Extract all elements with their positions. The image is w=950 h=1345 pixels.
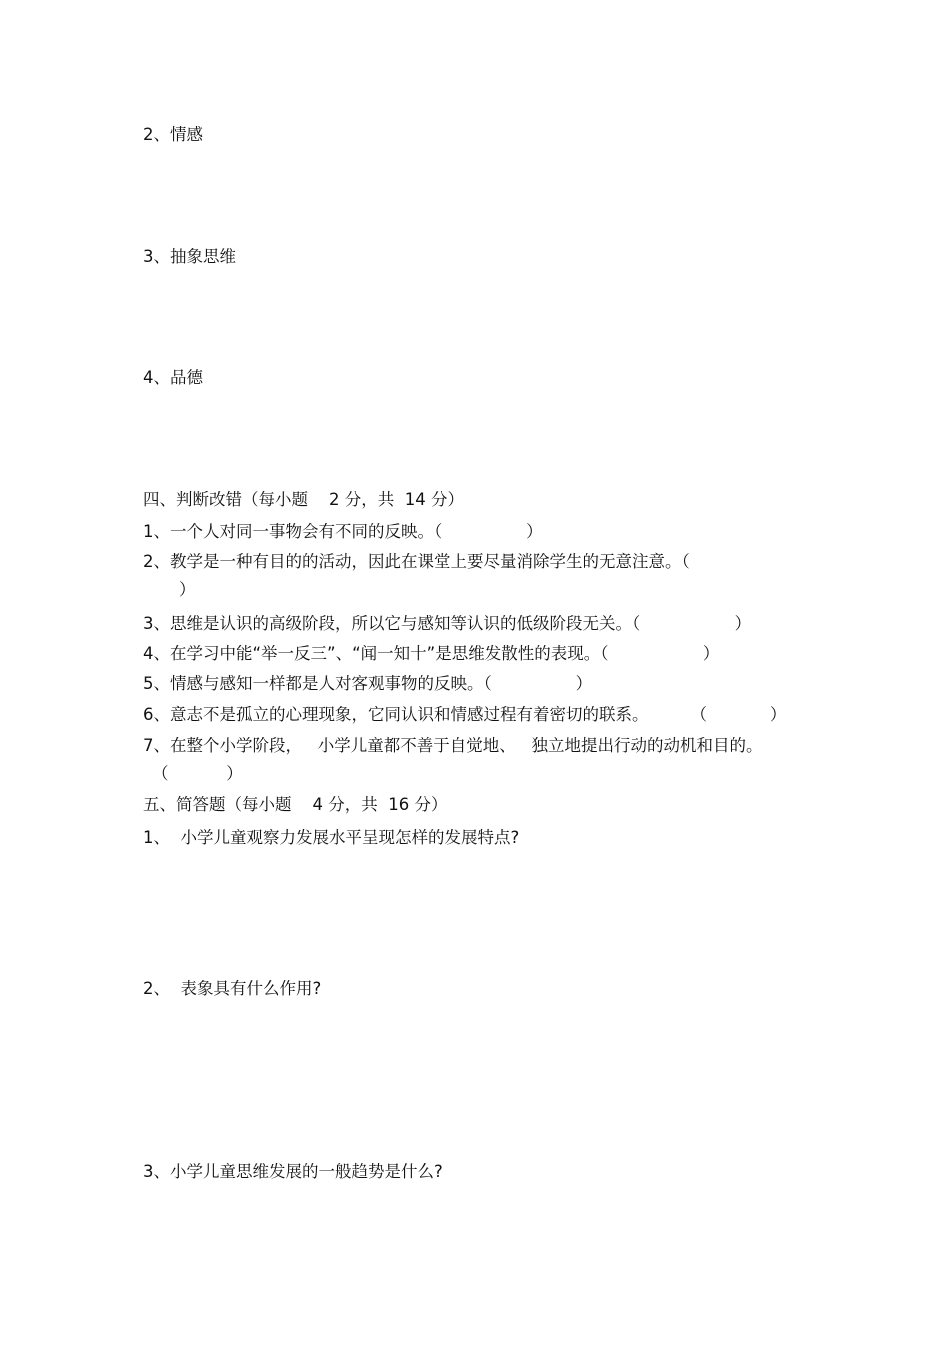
item-abstract-thinking: 3、抽象思维 (143, 247, 236, 266)
tf-question-2: 2、教学是一种有目的的活动，因此在课堂上要尽量消除学生的无意注意。（ (143, 552, 690, 571)
tf-question-1: 1、一个人对同一事物会有不同的反映。（ ） (143, 522, 543, 541)
item-moral-character: 4、品德 (143, 368, 203, 387)
tf-question-4: 4、在学习中能“举一反三”、“闻一知十”是思维发散性的表现。（ ） (143, 644, 720, 663)
section4-heading: 四、判断改错（每小题 2 分，共 14 分） (143, 490, 464, 509)
item-emotion: 2、情感 (143, 125, 203, 144)
section5-heading: 五、简答题（每小题 4 分，共 16 分） (143, 795, 448, 814)
short-answer-2: 2、 表象具有什么作用? (143, 979, 322, 998)
tf-question-6: 6、意志不是孤立的心理现象，它同认识和情感过程有着密切的联系。 （ ） (143, 705, 787, 724)
short-answer-1: 1、 小学儿童观察力发展水平呈现怎样的发展特点? (143, 828, 520, 847)
tf-question-3: 3、思维是认识的高级阶段，所以它与感知等认识的低级阶段无关。（ ） (143, 614, 752, 633)
short-answer-3: 3、小学儿童思维发展的一般趋势是什么? (143, 1162, 443, 1181)
tf-question-7-cont: （ ） (152, 764, 243, 783)
tf-question-7: 7、在整个小学阶段， 小学儿童都不善于自觉地、 独立地提出行动的动机和目的。 (143, 736, 763, 755)
tf-question-2-cont: ） (179, 580, 196, 599)
tf-question-5: 5、情感与感知一样都是人对客观事物的反映。（ ） (143, 674, 593, 693)
